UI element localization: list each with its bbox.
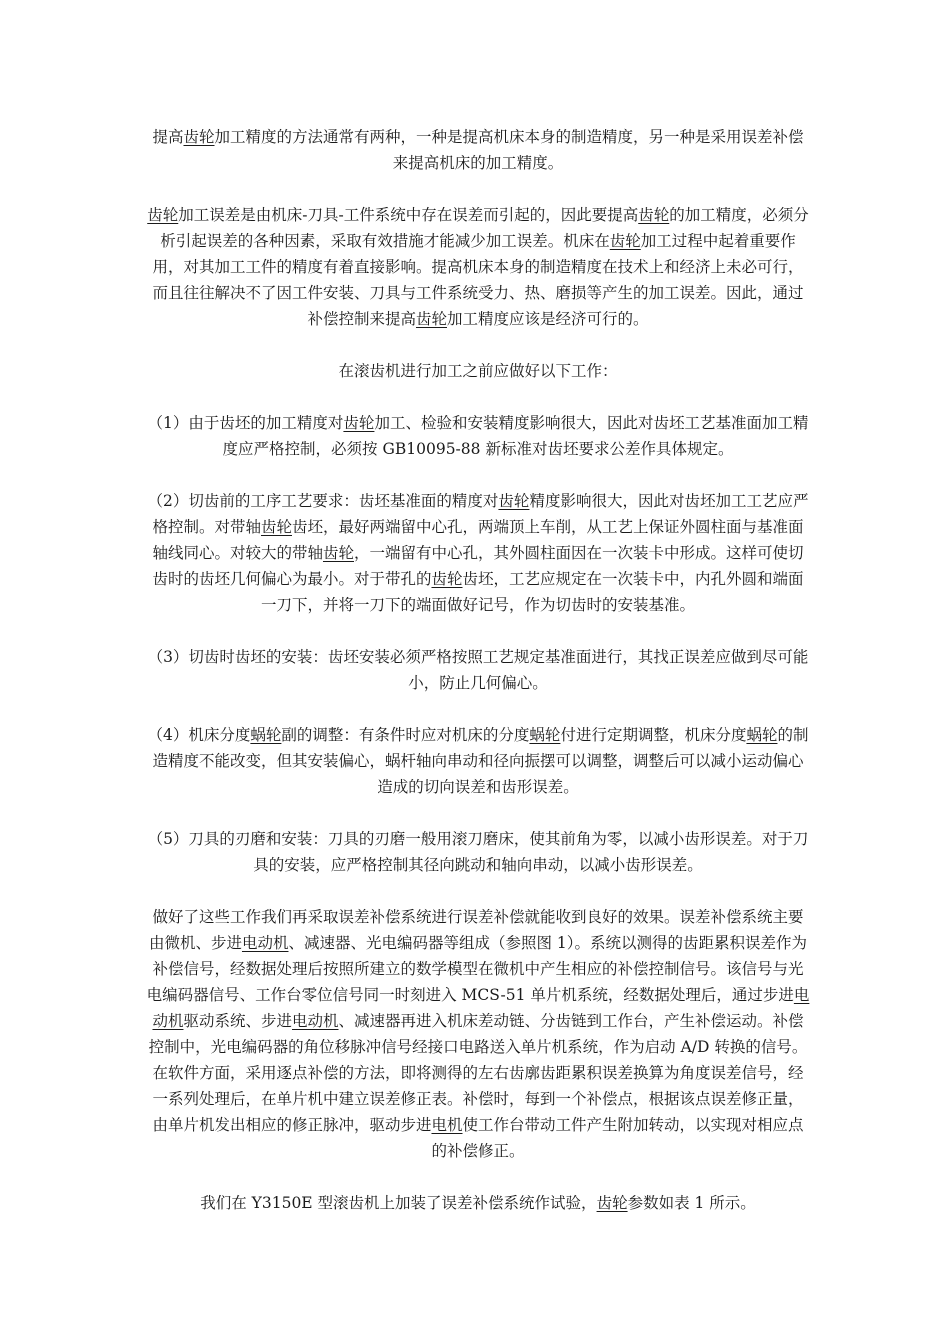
text-run: 齿坯，工艺应规定在一次装卡中，内孔外圆和端面一刀下，并将一刀下的端面做好记号，作为切齿时的安装基准。 bbox=[260, 570, 804, 614]
text-run: 精度影响很大，因此对齿坯加工工艺应严格控制。对带轴 bbox=[152, 492, 809, 536]
text-run: 加工误差是由机床-刀具-工件系统中存在误差而引起的，因此要提高 bbox=[178, 206, 639, 224]
text-run: 的加工精度，必须分析引起误差的各种因素，采取有效措施才能减少加工误差。机床在 bbox=[160, 206, 809, 250]
paragraph-item-4 bbox=[146, 722, 810, 800]
text-run: 加工精度应该是经济可行的。 bbox=[447, 310, 649, 328]
keyword-link[interactable]: 齿轮 bbox=[498, 492, 530, 510]
text-run: 驱动系统、步进 bbox=[183, 1012, 292, 1030]
text-run: 加工过程中起着重要作用，对其加工工件的精度有着直接影响。提高机床本身的制造精度在技术上和经济上未必可行，而且往往解决不了因工件安装、刀具与工件系统受力、热、磨损等产生的加工误差。因此，通过补偿控制来提高 bbox=[152, 232, 804, 328]
paragraph-compensation-system bbox=[146, 904, 810, 1164]
text-run: 在滚齿机进行加工之前应做好以下工作： bbox=[338, 362, 618, 380]
paragraph-preparation-heading bbox=[146, 358, 810, 384]
paragraph-experiment bbox=[146, 1190, 810, 1216]
text-run: 提高 bbox=[152, 128, 184, 146]
text-run: ，一端留有中心孔，其外圆柱面因在一次装卡中形成。这样可使切齿时的齿坯几何偏心为最小。对于带孔的 bbox=[152, 544, 804, 588]
text-run: （2）切齿前的工序工艺要求：齿坯基准面的精度对 bbox=[147, 492, 499, 510]
paragraph-error-causes bbox=[146, 202, 810, 332]
paragraph-item-1 bbox=[146, 410, 810, 462]
text-run: 齿坯，最好两端留中心孔，两端顶上车削，从工艺上保证外圆柱面与基准面轴线同心。对较大的带轴 bbox=[152, 518, 804, 562]
text-run: 使工作台带动工件产生附加转动，以实现对相应点的补偿修正。 bbox=[431, 1116, 804, 1160]
text-run: 我们在 Y3150E 型滚齿机上加装了误差补偿系统作试验， bbox=[200, 1194, 597, 1212]
keyword-link[interactable]: 电动机 bbox=[292, 1012, 339, 1030]
keyword-link[interactable]: 齿轮 bbox=[183, 128, 215, 146]
text-run: 做好了这些工作我们再采取误差补偿系统进行误差补偿就能收到良好的效果。误差补偿系统主要由微机、步进 bbox=[148, 908, 804, 952]
paragraph-intro bbox=[146, 124, 810, 176]
text-run: 参数如表 1 所示。 bbox=[627, 1194, 756, 1212]
keyword-link[interactable]: 齿轮 bbox=[609, 232, 641, 250]
paragraph-item-5 bbox=[146, 826, 810, 878]
text-run: （5）刀具的刃磨和安装：刀具的刃磨一般用滚刀磨床，使其前角为零，以减小齿形误差。对于刀具的安装，应严格控制其径向跳动和轴向串动，以减小齿形误差。 bbox=[147, 830, 809, 874]
keyword-link[interactable]: 蜗轮 bbox=[746, 726, 778, 744]
keyword-link[interactable]: 电动机 bbox=[241, 934, 289, 952]
keyword-link[interactable]: 齿轮 bbox=[343, 414, 375, 432]
text-run: 的制造精度不能改变，但其安装偏心，蜗杆轴向串动和径向振摆可以调整，调整后可以减小运动偏心造成的切向误差和齿形误差。 bbox=[152, 726, 809, 796]
keyword-link[interactable]: 齿轮 bbox=[596, 1194, 628, 1212]
text-run: （1）由于齿坯的加工精度对 bbox=[147, 414, 344, 432]
text-run: 、减速器再进入机床差动链、分齿链到工作台，产生补偿运动。补偿控制中，光电编码器的角位移脉冲信号经接口电路送入单片机系统，作为启动 A/D 转换的信号。在软件方面，采用逐点补偿的方法，即将测得的左右齿廓齿距累积误差换算为角度误差信号，经一系列处理后，在单片机中建立误差修正表。补偿时，每到一个补偿点，根据该点误差修正量，由单片机发出相应的修正脉冲，驱动步进 bbox=[148, 1012, 808, 1134]
text-run: 加工、检验和安装精度影响很大，因此对齿坯工艺基准面加工精度应严格控制，必须按 GB10095-88 新标准对齿坯要求公差作具体规定。 bbox=[222, 414, 809, 458]
keyword-link[interactable]: 齿轮 bbox=[638, 206, 670, 224]
text-run: 、减速器、光电编码器等组成（参照图 1）。系统以测得的齿距累积误差作为补偿信号，经数据处理后按照所建立的数学模型在微机中产生相应的补偿控制信号。该信号与光电编码器信号、工作台零位信号同一时刻进入 MCS-51 单片机系统，经数据处理后，通过步进 bbox=[146, 934, 808, 1004]
keyword-link[interactable]: 齿轮 bbox=[415, 310, 447, 328]
paragraph-item-2 bbox=[146, 488, 810, 618]
keyword-link[interactable]: 蜗轮 bbox=[529, 726, 561, 744]
keyword-link[interactable]: 齿轮 bbox=[147, 206, 179, 224]
text-run: 付进行定期调整，机床分度 bbox=[560, 726, 747, 744]
text-run: 加工精度的方法通常有两种，一种是提高机床本身的制造精度，另一种是采用误差补偿来提高机床的加工精度。 bbox=[214, 128, 804, 172]
keyword-link[interactable]: 蜗轮 bbox=[250, 726, 282, 744]
text-run: （4）机床分度 bbox=[147, 726, 251, 744]
text-run: （3）切齿时齿坯的安装：齿坯安装必须严格按照工艺规定基准面进行，其找正误差应做到尽可能小，防止几何偏心。 bbox=[147, 648, 809, 692]
keyword-link[interactable]: 电动机 bbox=[152, 986, 810, 1030]
paragraph-item-3 bbox=[146, 644, 810, 696]
keyword-link[interactable]: 电机 bbox=[431, 1116, 463, 1134]
keyword-link[interactable]: 齿轮 bbox=[260, 518, 292, 536]
text-run: 副的调整：有条件时应对机床的分度 bbox=[281, 726, 530, 744]
keyword-link[interactable]: 齿轮 bbox=[322, 544, 354, 562]
keyword-link[interactable]: 齿轮 bbox=[431, 570, 463, 588]
